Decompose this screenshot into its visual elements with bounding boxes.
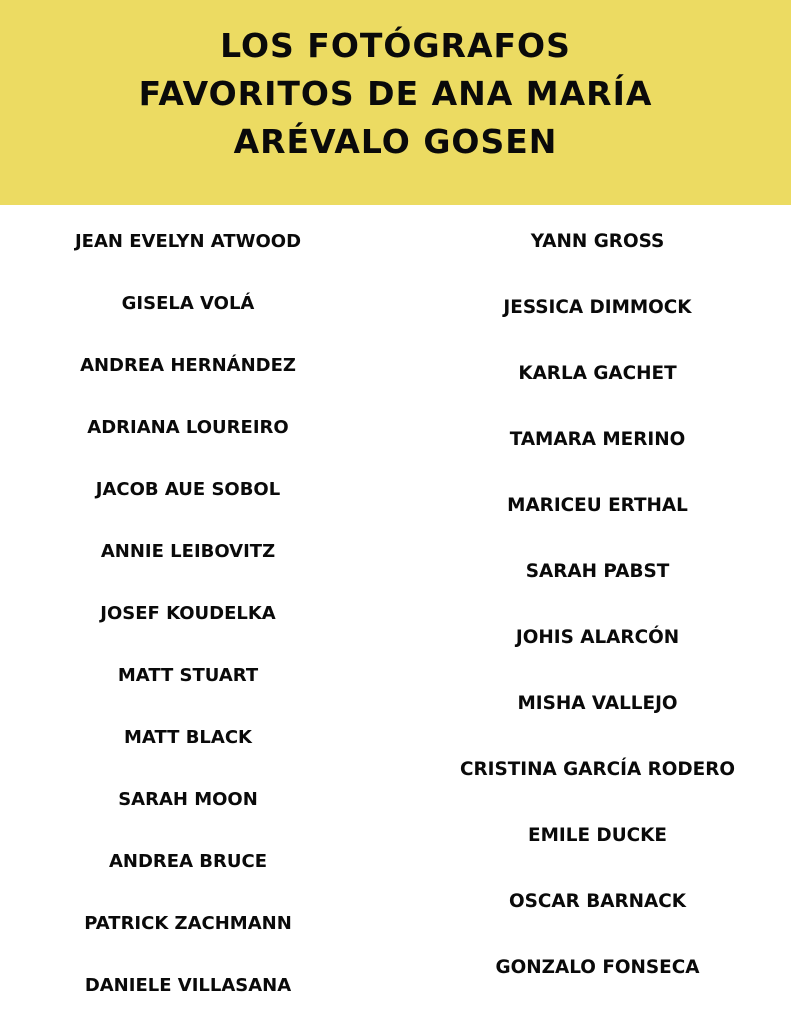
photographer-name: ANDREA BRUCE	[109, 851, 267, 872]
photographer-name: JEAN EVELYN ATWOOD	[74, 231, 302, 252]
title-line: ARÉVALO GOSEN	[233, 122, 558, 161]
photographer-name: ANDREA HERNÁNDEZ	[80, 355, 296, 376]
title-line: LOS FOTÓGRAFOS	[220, 26, 571, 65]
photographer-name: YANN GROSS	[530, 231, 665, 252]
photographer-name: ADRIANA LOUREIRO	[87, 417, 289, 438]
photographer-name: JOHIS ALARCÓN	[515, 627, 680, 648]
photographer-name: CRISTINA GARCÍA RODERO	[459, 759, 736, 780]
photographer-name: ANNIE LEIBOVITZ	[100, 541, 276, 562]
photographer-name: JOSEF KOUDELKA	[100, 603, 276, 624]
photographer-name: KARLA GACHET	[518, 363, 677, 384]
photographer-name: SARAH PABST	[525, 561, 670, 582]
photographer-name: PATRICK ZACHMANN	[84, 913, 292, 934]
photographer-name: MATT STUART	[117, 665, 259, 686]
photographer-name: MATT BLACK	[124, 727, 252, 748]
photographer-name: EMILE DUCKE	[528, 825, 667, 846]
page-title	[0, 22, 791, 166]
photographer-name: TAMARA MERINO	[509, 429, 686, 450]
photographer-name: JESSICA DIMMOCK	[503, 297, 692, 318]
title-line: FAVORITOS DE ANA MARÍA	[138, 74, 653, 113]
photographer-name: GISELA VOLÁ	[121, 293, 255, 314]
title-banner	[0, 0, 791, 205]
photographer-name: SARAH MOON	[118, 789, 258, 810]
photographer-name: JACOB AUE SOBOL	[95, 479, 281, 500]
photographer-name: MARICEU ERTHAL	[507, 495, 688, 516]
photographer-name: MISHA VALLEJO	[517, 693, 678, 714]
photographer-name: OSCAR BARNACK	[509, 891, 686, 912]
photographer-name: GONZALO FONSECA	[495, 957, 700, 978]
photographer-name: DANIELE VILLASANA	[84, 975, 292, 996]
